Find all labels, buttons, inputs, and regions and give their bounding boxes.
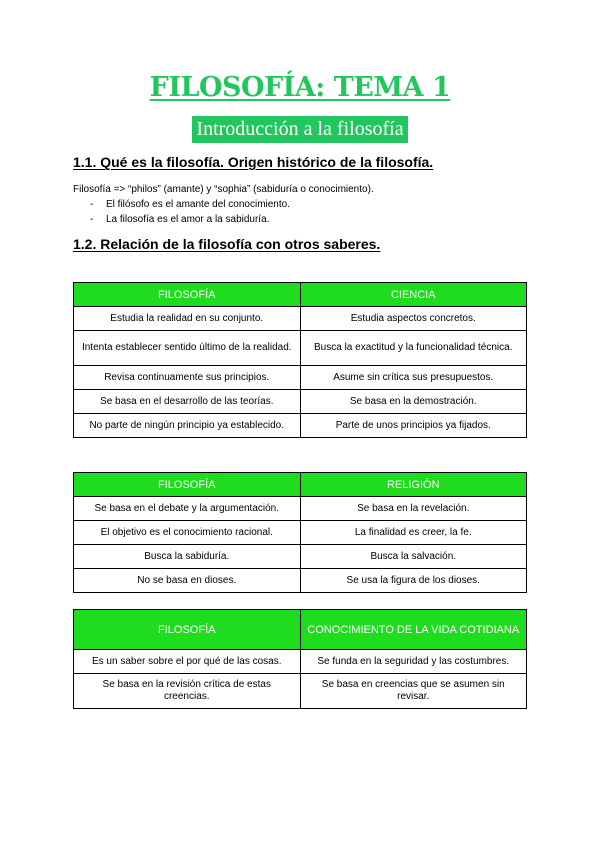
table-cell: Se funda en la seguridad y las costumbres. [300,650,527,674]
header-cell: CONOCIMIENTO DE LA VIDA COTIDIANA [300,610,527,650]
header-cell: RELIGIÓN [300,473,527,497]
table-row [74,545,527,569]
table-cell: Parte de unos principios ya fijados. [300,414,527,438]
table-header-row [74,473,527,497]
table-cell: Se basa en la revisión crítica de estas creencias. [74,674,301,709]
header-cell: FILOSOFÍA [74,610,301,650]
table-filosofia-religion [73,472,527,593]
bullet-list [90,197,290,227]
table-cell: Busca la exactitud y la funcionalidad técnica. [300,331,527,366]
bullet-item: - La filosofía es el amor a la sabiduría. [90,212,290,227]
table-cell: Se basa en el desarrollo de las teorías. [74,390,301,414]
table-cell: Se basa en creencias que se asumen sin revisar. [300,674,527,709]
section-heading-1: 1.1. Qué es la filosofía. Origen histórico de la filosofía. [73,154,434,170]
page-title: FILOSOFÍA: TEMA 1 [149,72,451,103]
header-cell: FILOSOFÍA [74,283,301,307]
table-cell: Estudia aspectos concretos. [300,307,527,331]
table-row [74,569,527,593]
table-cell: Busca la salvación. [300,545,527,569]
table-row [74,650,527,674]
table-cell: Es un saber sobre el por qué de las cosas. [74,650,301,674]
table-cell: No parte de ningún principio ya establecido. [74,414,301,438]
table-cell: Estudia la realidad en su conjunto. [74,307,301,331]
table-filosofia-ciencia [73,282,527,438]
table-cell: El objetivo es el conocimiento racional. [74,521,301,545]
section-heading-2: 1.2. Relación de la filosofía con otros saberes. [73,236,381,252]
table-row [74,674,527,709]
table-row [74,414,527,438]
table-header-row [74,283,527,307]
section-intro: Filosofía => “philos” (amante) y “sophia” (sabiduría o conocimiento). [73,184,374,195]
table-cell: Se basa en el debate y la argumentación. [74,497,301,521]
header-cell: CIENCIA [300,283,527,307]
table-cell: Asume sin crítica sus presupuestos. [300,366,527,390]
table-cell: No se basa en dioses. [74,569,301,593]
page-subtitle: Introducción a la filosofía [192,116,407,143]
bullet-item: - El filósofo es el amante del conocimiento. [90,197,290,212]
table-row [74,521,527,545]
table-header-row [74,610,527,650]
table-cell: Se basa en la revelación. [300,497,527,521]
header-cell: FILOSOFÍA [74,473,301,497]
table-row [74,497,527,521]
table-cell: Busca la sabiduría. [74,545,301,569]
table-cell: Intenta establecer sentido último de la realidad. [74,331,301,366]
table-filosofia-vida-cotidiana [73,609,527,709]
table-cell: Se usa la figura de los dioses. [300,569,527,593]
table-row [74,331,527,366]
subtitle-wrapper [0,116,600,143]
table-row [74,366,527,390]
table-cell: Se basa en la demostración. [300,390,527,414]
table-row [74,390,527,414]
table-row [74,307,527,331]
table-cell: Revisa continuamente sus principios. [74,366,301,390]
table-cell: La finalidad es creer, la fe. [300,521,527,545]
